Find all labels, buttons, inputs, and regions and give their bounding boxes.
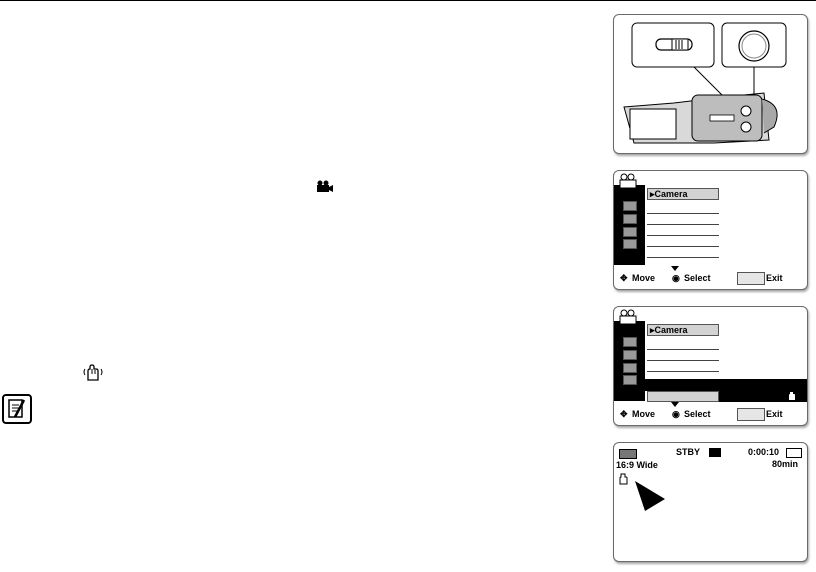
menu-sidebar [614,185,645,265]
hand-shake-indicator-icon [617,473,631,485]
battery-icon [619,449,637,459]
menu-panel-2 [613,306,808,426]
menu-item-line [647,246,719,247]
screen-panel [613,442,808,562]
media-icon [709,448,721,457]
menu-item-line [647,213,719,214]
hand-shake-icon [83,364,105,382]
move-icon: ✥ [620,409,628,419]
menu-item-label: ▸Camera [650,325,688,335]
select-label: Select [684,409,711,419]
menu-item-line [647,360,719,361]
camcorder-illustration [614,15,807,153]
menu-sidebar [614,321,645,401]
select-label: Select [684,273,711,283]
hand-shake-small-icon [786,391,798,401]
menu-tab-icon [623,201,637,211]
move-label: Move [632,409,656,419]
submenu-selected-option[interactable] [647,391,719,402]
menu-item-label: ▸Camera [650,189,688,199]
scroll-down-icon [671,266,679,271]
menu-tab-icon [623,363,637,373]
menu-item-line [647,371,719,372]
select-icon: ◉ [672,409,680,419]
menu-item-camera[interactable] [647,324,719,336]
move-label: Move [632,273,656,283]
menu-tab-icon [623,375,637,385]
menu-tab-icon [623,337,637,347]
status-label: STBY [676,447,701,457]
camera-mode-icon [618,309,640,325]
select-icon: ◉ [672,273,680,283]
menu-panel-1 [613,170,808,290]
menu-item-line [647,257,719,258]
menu-tab-icon [623,227,637,237]
menu-item-line [647,235,719,236]
exit-button-icon [737,408,765,421]
menu-tab-icon [623,214,637,224]
move-icon: ✥ [620,273,628,283]
menu-tab-icon [623,350,637,360]
menu-tab-icon [623,239,637,249]
header-rule [0,0,816,1]
scroll-down-icon [671,402,679,407]
exit-label: Exit [766,273,783,283]
submenu-bar [645,379,807,391]
exit-label: Exit [766,409,783,419]
aspect-ratio-label: 16:9 Wide [616,460,658,470]
remaining-time: 80min [772,459,799,469]
exit-button-icon [737,272,765,285]
note-icon [2,394,32,424]
menu-item-camera[interactable] [647,188,719,200]
movie-camera-icon [316,180,334,194]
tape-icon [786,448,802,458]
time-counter: 0:00:10 [748,447,780,457]
pointer-arrow-icon [631,477,667,515]
menu-item-line [647,224,719,225]
menu-item-line [647,349,719,350]
camera-illustration-panel [613,14,808,154]
camera-mode-icon [618,173,640,189]
